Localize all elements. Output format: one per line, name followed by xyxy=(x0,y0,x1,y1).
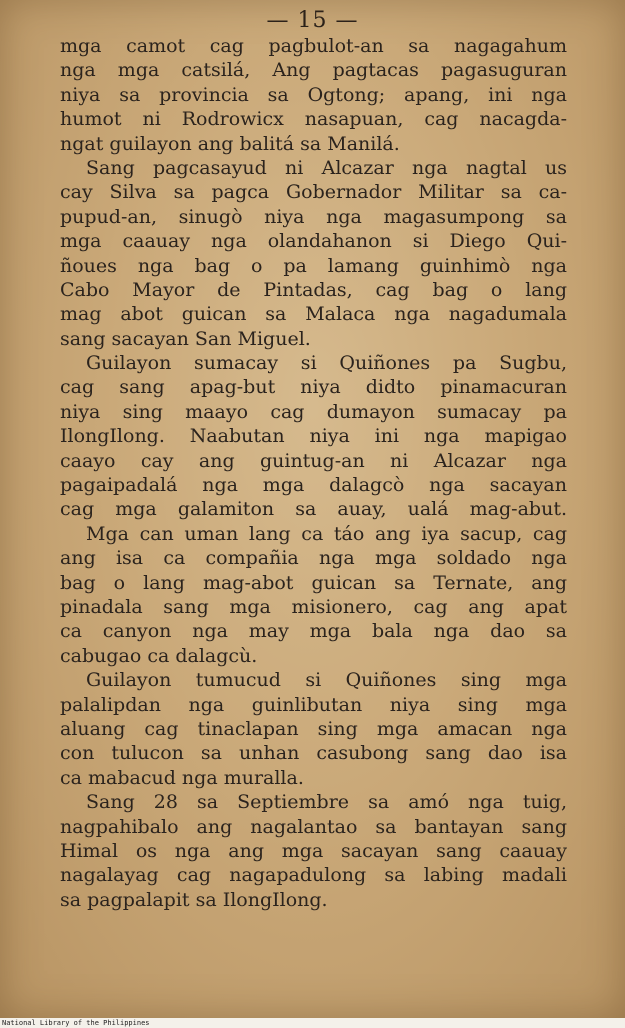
text-line: con tulucon sa unhan casubong sang dao isa xyxy=(60,742,567,765)
text-line: mga caauay nga olandahanon si Diego Qui- xyxy=(60,230,567,253)
text-line: cay Silva sa pagca Gobernador Militar sa ca- xyxy=(60,181,567,204)
text-line: nagalayag cag nagapadulong sa labing madali xyxy=(60,864,567,887)
library-credit: National Library of the Philippines xyxy=(0,1018,625,1028)
text-line: cag mga galamiton sa auay, ualá mag-abut. xyxy=(60,498,567,521)
text-line: cag sang apag-but niya didto pinamacuran xyxy=(60,376,567,399)
text-line: niya sa provincia sa Ogtong; apang, ini nga xyxy=(60,83,567,106)
text-line: Mga can uman lang ca táo ang iya sacup, cag xyxy=(86,522,567,545)
text-line: bag o lang mag-abot guican sa Ternate, ang xyxy=(60,571,567,594)
text-line: pagaipadalá nga mga dalagcò nga sacayan xyxy=(60,474,567,497)
text-line: palalipdan nga guinlibutan niya sing mga xyxy=(60,693,567,716)
page-number: — 15 — xyxy=(266,8,359,33)
text-line: ngat guilayon ang balitá sa Manilá. xyxy=(60,132,400,155)
text-line: ñoues nga bag o pa lamang guinhimò nga xyxy=(60,254,567,277)
text-line: sa pagpalapit sa IlongIlong. xyxy=(60,888,328,911)
text-line: Sang 28 sa Septiembre sa amó nga tuig, xyxy=(86,791,567,814)
text-line: IlongIlong. Naabutan niya ini nga mapigao xyxy=(60,425,567,448)
text-line: Himal os nga ang mga sacayan sang caauay xyxy=(60,839,567,862)
text-line: niya sing maayo cag dumayon sumacay pa xyxy=(60,400,567,423)
text-line: aluang cag tinaclapan sing mga amacan nga xyxy=(60,717,567,740)
text-line: ang isa ca compañia nga mga soldado nga xyxy=(60,547,567,570)
text-line: Guilayon sumacay si Quiñones pa Sugbu, xyxy=(86,352,567,375)
text-line: pinadala sang mga misionero, cag ang apat xyxy=(60,595,567,618)
text-line: Sang pagcasayud ni Alcazar nga nagtal us xyxy=(86,156,567,179)
text-line: caayo cay ang guintug-an ni Alcazar nga xyxy=(60,449,567,472)
text-line: nagpahibalo ang nagalantao sa bantayan sang xyxy=(60,815,567,838)
text-line: mag abot guican sa Malaca nga nagadumala xyxy=(60,303,567,326)
text-line: mga camot cag pagbulot-an sa nagagahum xyxy=(60,35,567,57)
text-line: cabugao ca dalagcù. xyxy=(60,644,258,667)
text-line: humot ni Rodrowicx nasapuan, cag nacagda- xyxy=(60,108,567,131)
text-line: Guilayon tumucud si Quiñones sing mga xyxy=(86,669,567,692)
text-line: ca mabacud nga muralla. xyxy=(60,766,304,789)
text-line: sang sacayan San Miguel. xyxy=(60,327,311,350)
text-line: ca canyon nga may mga bala nga dao sa xyxy=(60,620,567,643)
text-line: Cabo Mayor de Pintadas, cag bag o lang xyxy=(60,278,567,301)
page-text xyxy=(60,34,567,912)
text-line: nga mga catsilá, Ang pagtacas pagasuguran xyxy=(60,59,567,82)
text-line: pupud-an, sinugò niya nga magasumpong sa xyxy=(60,205,567,228)
